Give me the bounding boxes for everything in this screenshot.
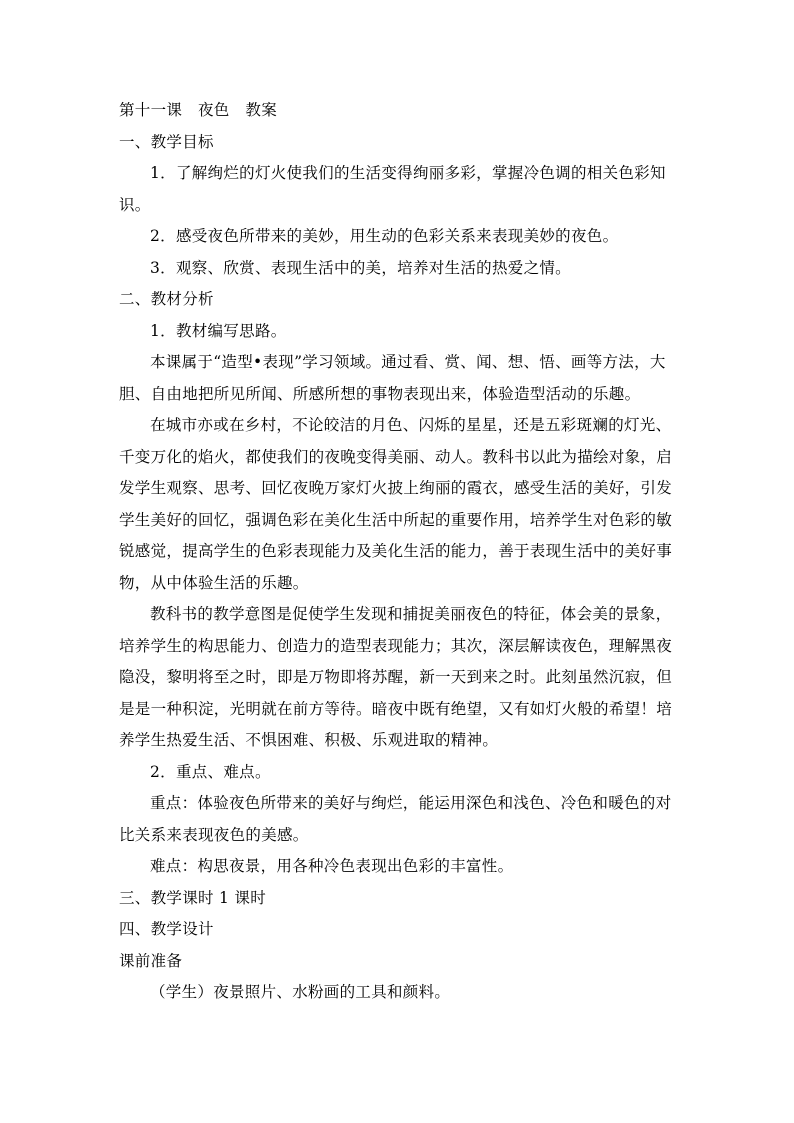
subheading-preparation: 课前准备 xyxy=(119,951,183,970)
section-heading-teaching-design: 四、教学设计 xyxy=(119,920,214,938)
difficult-point-text: 难点：构思夜景，用各种冷色表现出色彩的丰富性。 xyxy=(150,857,514,875)
subsection-title-approach: 1．教材编写思路。 xyxy=(150,321,287,340)
section-heading-objectives: 一、教学目标 xyxy=(119,132,214,151)
section-heading-class-hours: 三、教学课时 1 课时 xyxy=(119,888,267,907)
objective-item-2: 2．感受夜色所带来的美妙，用生动的色彩关系来表现美妙的夜色。 xyxy=(150,227,619,245)
section-heading-material-analysis: 二、教材分析 xyxy=(119,290,214,308)
document-body xyxy=(119,95,687,1009)
preparation-text: （学生）夜景照片、水粉画的工具和颜料。 xyxy=(150,983,451,1001)
subsection-title-key-points: 2．重点、难点。 xyxy=(150,762,271,781)
paragraph-approach-3: 教科书的教学意图是促使学生发现和捕捉美丽夜色的特征，体会美的景象，培养学生的构思能力、创造力的造型表现能力；其次，深层解读夜色，理解黑夜隐没，黎明将至之时，即是万物即将苏醒，新一天到来之时。此刻虽然沉寂，但是是一种积淀，光明就在前方等待。暗夜中既有绝望，又有如灯火般的希望！培养学生热爱生活、不惧困难、积极、乐观进取的精神。 xyxy=(119,605,673,749)
lesson-title: 第十一课 夜色 教案 xyxy=(119,101,278,119)
objective-item-1: 1．了解绚烂的灯火使我们的生活变得绚丽多彩，掌握冷色调的相关色彩知识。 xyxy=(119,164,666,214)
objective-item-3: 3．观察、欣赏、表现生活中的美，培养对生活的热爱之情。 xyxy=(150,258,571,277)
key-point-text: 重点：体验夜色所带来的美好与绚烂，能运用深色和浅色、冷色和暖色的对比关系来表现夜色的美感。 xyxy=(119,794,672,844)
paragraph-approach-1: 本课属于“造型•表现”学习领域。通过看、赏、闻、想、悟、画等方法，大胆、自由地把所见所闻、所感所想的事物表现出来，体验造型活动的乐趣。 xyxy=(119,353,666,403)
paragraph-approach-2: 在城市亦或在乡村，不论皎洁的月色、闪烁的星星，还是五彩斑斓的灯光、千变万化的焰火，都使我们的夜晚变得美丽、动人。教科书以此为描绘对象，启发学生观察、思考、回忆夜晚万家灯火披上绚丽的霞衣，感受生活的美好，引发学生美好的回忆，强调色彩在美化生活中所起的重要作用，培养学生对色彩的敏锐感觉，提高学生的色彩表现能力及美化生活的能力，善于表现生活中的美好事物，从中体验生活的乐趣。 xyxy=(119,416,673,592)
